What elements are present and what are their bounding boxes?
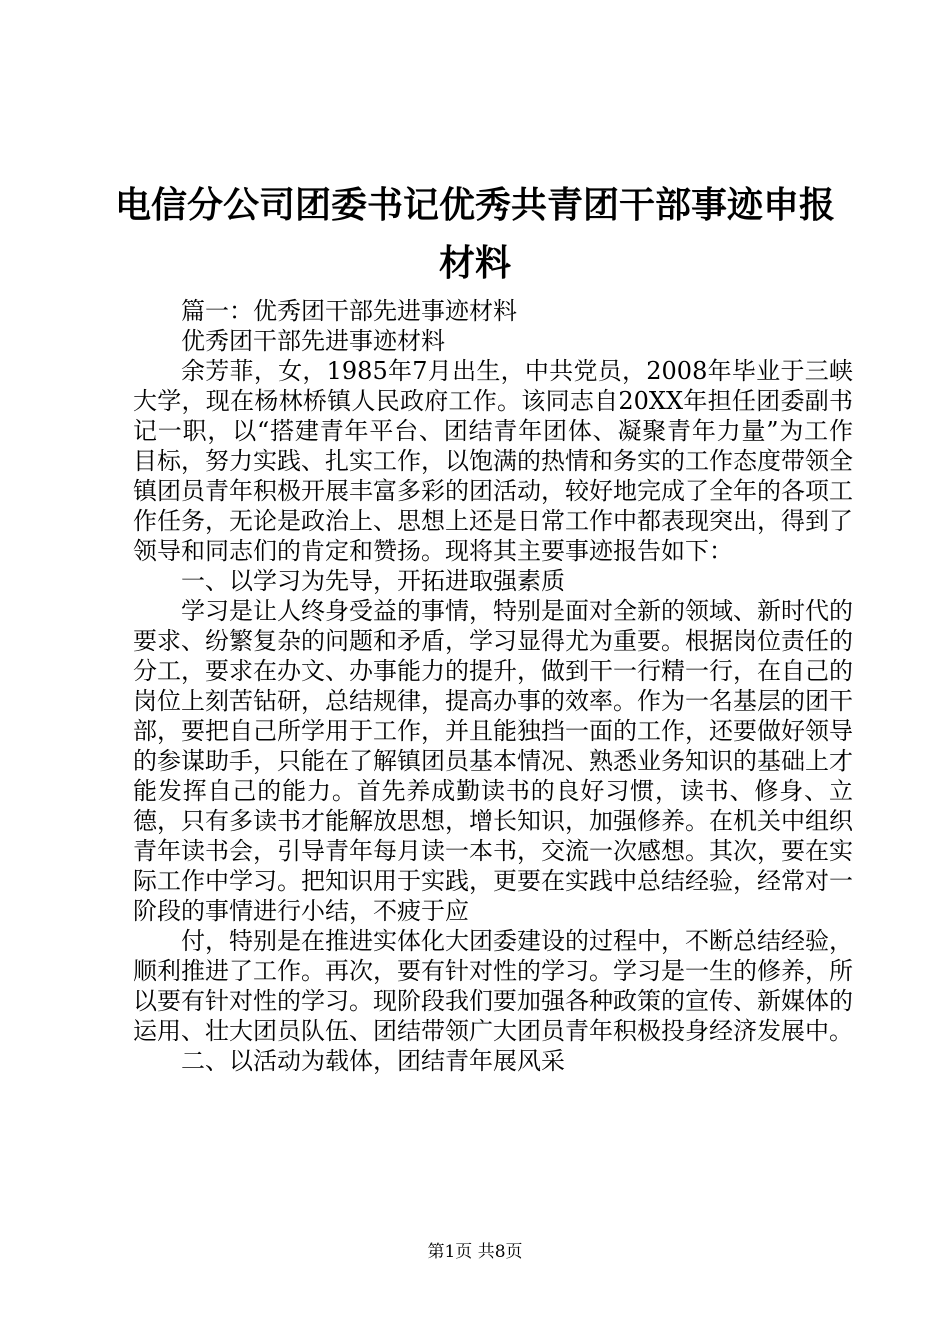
document-body <box>133 296 853 1076</box>
section-heading: 二、以活动为载体，团结青年展风采 <box>181 1047 565 1075</box>
page-number-footer: 第1页 共8页 <box>427 1242 523 1262</box>
document-title: 电信分公司团委书记优秀共青团干部事迹申报材料 <box>114 184 835 284</box>
section-subheading: 优秀团干部先进事迹材料 <box>181 327 445 355</box>
paragraph: 余芳菲，女，1985年7月出生，中共党员，2008年毕业于三峡大学，现在杨林桥镇人民政府工作。该同志自20XX年担任团委副书记一职，以“搭建青年平台、团结青年团体、凝聚青年力量”为工作目标，努力实践、扎实工作，以饱满的热情和务实的工作态度带领全镇团员青年积极开展丰富多彩的团活动，较好地完成了全年的各项工作任务，无论是政治上、思想上还是日常工作中都表现突出，得到了领导和同志们的肯定和赞扬。现将其主要事迹报告如下： <box>133 357 853 565</box>
paragraph: 付，特别是在推进实体化大团委建设的过程中，不断总结经验，顺利推进了工作。再次，要有针对性的学习。学习是一生的修养，所以要有针对性的学习。现阶段我们要加强各种政策的宣传、新媒体的运用、壮大团员队伍、团结带领广大团员青年积极投身经济发展中。 <box>133 927 853 1045</box>
section-heading: 篇一：优秀团干部先进事迹材料 <box>181 297 517 325</box>
section-heading: 一、以学习为先导，开拓进取强素质 <box>181 567 565 595</box>
paragraph: 学习是让人终身受益的事情，特别是面对全新的领域、新时代的要求、纷繁复杂的问题和矛盾，学习显得尤为重要。根据岗位责任的分工，要求在办文、办事能力的提升，做到干一行精一行，在自己的岗位上刻苦钻研，总结规律，提高办事的效率。作为一名基层的团干部，要把自己所学用于工作，并且能独挡一面的工作，还要做好领导的参谋助手，只能在了解镇团员基本情况、熟悉业务知识的基础上才能发挥自己的能力。首先养成勤读书的良好习惯，读书、修身、立德，只有多读书才能解放思想，增长知识，加强修养。在机关中组织青年读书会，引导青年每月读一本书，交流一次感想。其次，要在实际工作中学习。把知识用于实践，更要在实践中总结经验，经常对一阶段的事情进行小结，不疲于应 <box>133 597 853 925</box>
